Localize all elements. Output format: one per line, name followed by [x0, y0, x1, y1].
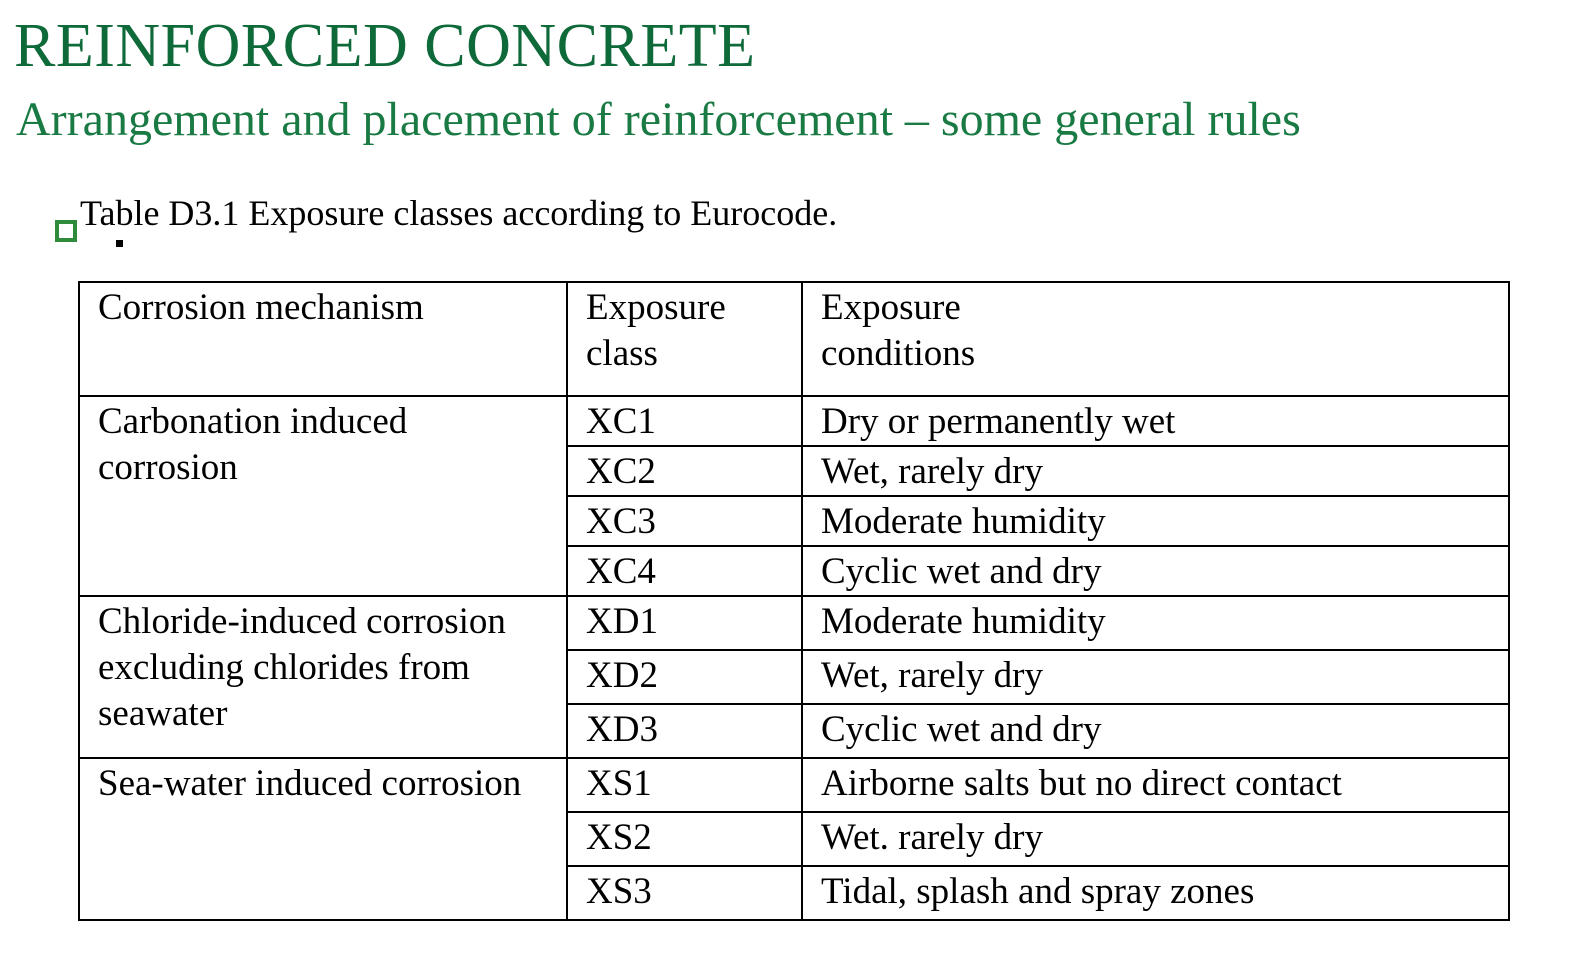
conditions-cell: Airborne salts but no direct contact: [802, 758, 1509, 812]
conditions-cell: Moderate humidity: [802, 496, 1509, 546]
mechanism-cell-chloride: Chloride-induced corrosion excluding chlorides from seawater: [79, 596, 567, 758]
conditions-cell: Wet, rarely dry: [802, 650, 1509, 704]
header-conditions-line1: Exposure: [821, 287, 961, 328]
class-cell: XD1: [567, 596, 802, 650]
mechanism-cell-carbonation: Carbonation induced corrosion: [79, 396, 567, 596]
class-cell: XD2: [567, 650, 802, 704]
conditions-cell: Wet, rarely dry: [802, 446, 1509, 496]
conditions-cell: Dry or permanently wet: [802, 396, 1509, 446]
table-row: [79, 396, 1509, 446]
exposure-classes-table: [78, 281, 1510, 921]
page-subtitle: Arrangement and placement of reinforcement – some general rules: [16, 93, 1301, 146]
header-mechanism-label: Corrosion mechanism: [98, 287, 424, 328]
page-title: REINFORCED CONCRETE: [14, 12, 756, 80]
conditions-cell: Tidal, splash and spray zones: [802, 866, 1509, 920]
class-cell: XC2: [567, 446, 802, 496]
header-conditions-line2: conditions: [821, 333, 976, 374]
header-class-line2: class: [586, 333, 658, 374]
table-row: [79, 758, 1509, 812]
header-exposure-conditions: [802, 282, 1509, 396]
class-cell: XS2: [567, 812, 802, 866]
mechanism-cell-seawater: Sea-water induced corrosion: [79, 758, 567, 920]
conditions-cell: Cyclic wet and dry: [802, 704, 1509, 758]
conditions-cell: Moderate humidity: [802, 596, 1509, 650]
header-exposure-class: [567, 282, 802, 396]
class-cell: XD3: [567, 704, 802, 758]
class-cell: XC1: [567, 396, 802, 446]
table-row: [79, 596, 1509, 650]
class-cell: XC4: [567, 546, 802, 596]
table-header-row: [79, 282, 1509, 396]
class-cell: XC3: [567, 496, 802, 546]
dot-bullet-icon: [116, 240, 123, 247]
header-class-line1: Exposure: [586, 287, 726, 328]
square-bullet-icon: [55, 220, 77, 242]
conditions-cell: Cyclic wet and dry: [802, 546, 1509, 596]
header-mechanism: [79, 282, 567, 396]
class-cell: XS1: [567, 758, 802, 812]
table-caption: Table D3.1 Exposure classes according to Eurocode.: [80, 193, 838, 233]
class-cell: XS3: [567, 866, 802, 920]
conditions-cell: Wet. rarely dry: [802, 812, 1509, 866]
